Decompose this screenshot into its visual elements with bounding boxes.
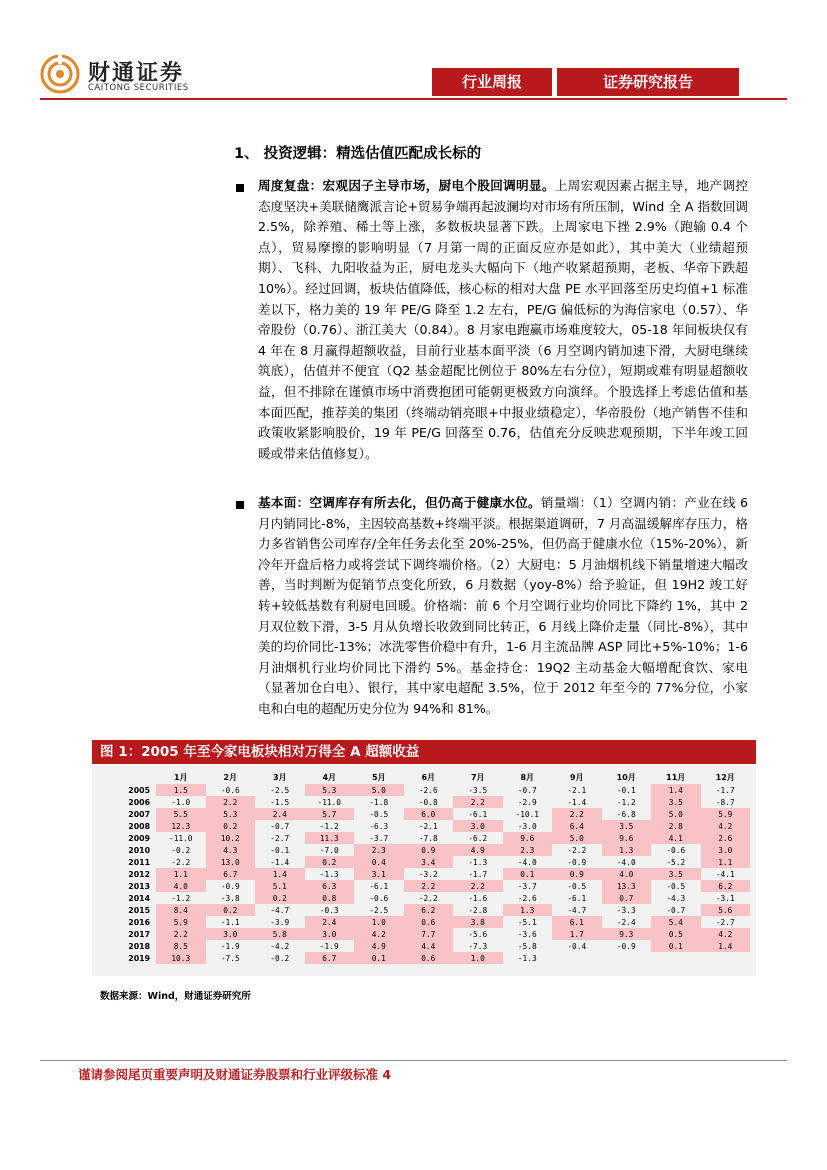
heatmap-cell: -3.0 xyxy=(517,821,537,831)
heatmap-cell: -5.8 xyxy=(517,941,537,951)
month-header: 11月 xyxy=(666,772,686,782)
heatmap-cell: -11.0 xyxy=(317,797,341,807)
heatmap-cell: -0.4 xyxy=(567,941,587,951)
heatmap-row xyxy=(100,880,750,892)
heatmap-cell: 5.9 xyxy=(156,916,206,928)
heatmap-cell: -1.3 xyxy=(319,869,339,879)
figure-title: 图 1：2005 年至今家电板块相对万得全 A 超额收益 xyxy=(92,740,756,764)
heatmap-cell: -2.1 xyxy=(567,785,587,795)
heatmap-cell: -0.9 xyxy=(567,857,587,867)
heatmap-cell: 2.2 xyxy=(453,796,503,808)
heatmap-cell: 1.1 xyxy=(156,868,206,880)
heatmap-cell: 5.5 xyxy=(156,808,206,820)
heatmap-cell: 0.6 xyxy=(404,952,454,964)
heatmap-cell: 3.0 xyxy=(206,928,256,940)
heatmap-cell: 1.0 xyxy=(354,916,404,928)
heatmap-cell: 0.1 xyxy=(354,952,404,964)
heatmap-cell: 8.4 xyxy=(156,904,206,916)
heatmap-cell: -11.0 xyxy=(169,833,193,843)
month-header: 12月 xyxy=(715,772,735,782)
heatmap-row xyxy=(100,940,750,952)
heatmap-cell: -0.6 xyxy=(220,785,240,795)
heatmap-cell: -0.9 xyxy=(220,881,240,891)
heatmap-cell: 3.8 xyxy=(453,916,503,928)
heatmap-cell: -0.7 xyxy=(666,905,686,915)
heatmap-cell: 3.0 xyxy=(305,928,355,940)
month-header: 4月 xyxy=(322,772,337,782)
heatmap-cell: -1.1 xyxy=(220,917,240,927)
heatmap-cell: 3.0 xyxy=(701,844,751,856)
heatmap-cell: -1.4 xyxy=(270,857,290,867)
heatmap-cell: -0.7 xyxy=(270,821,290,831)
heatmap-cell: -6.1 xyxy=(468,809,488,819)
month-header: 6月 xyxy=(421,772,436,782)
heatmap-cell: -7.3 xyxy=(468,941,488,951)
month-header: 1月 xyxy=(173,772,188,782)
heatmap-cell: -2.2 xyxy=(567,845,587,855)
heatmap-cell: 0.2 xyxy=(255,892,305,904)
heatmap-cell: -4.0 xyxy=(517,857,537,867)
footer-divider xyxy=(40,1060,787,1061)
heatmap-cell: -7.5 xyxy=(220,953,240,963)
heatmap-cell: 4.9 xyxy=(354,940,404,952)
logo-english-name: CAITONG SECURITIES xyxy=(88,83,189,93)
heatmap-cell: 4.9 xyxy=(453,844,503,856)
heatmap-cell: -2.7 xyxy=(715,917,735,927)
heatmap-cell: -2.8 xyxy=(468,905,488,915)
heatmap-cell: -4.7 xyxy=(567,905,587,915)
header-divider xyxy=(40,98,787,100)
heatmap-cell: 6.1 xyxy=(552,916,602,928)
heatmap-cell: -1.7 xyxy=(468,869,488,879)
year-label: 2007 xyxy=(128,809,150,819)
heatmap-cell: 4.3 xyxy=(206,844,256,856)
heatmap-cell: 2.6 xyxy=(701,832,751,844)
heatmap-cell: -2.7 xyxy=(270,833,290,843)
heatmap-cell: 2.4 xyxy=(255,808,305,820)
heatmap-cell: -6.3 xyxy=(369,821,389,831)
heatmap-cell: 5.0 xyxy=(552,832,602,844)
heatmap-cell: 0.2 xyxy=(206,904,256,916)
heatmap-cell: 4.2 xyxy=(701,820,751,832)
month-header: 3月 xyxy=(272,772,287,782)
bullet-square-icon xyxy=(236,501,244,509)
heatmap-cell: 3.5 xyxy=(651,796,701,808)
year-label: 2015 xyxy=(128,905,150,915)
heatmap-cell: 4.2 xyxy=(354,928,404,940)
heatmap-row xyxy=(100,952,750,964)
heatmap-row xyxy=(100,916,750,928)
heatmap-cell: -0.2 xyxy=(270,953,290,963)
heatmap-cell: 4.0 xyxy=(602,868,652,880)
month-header: 5月 xyxy=(371,772,386,782)
year-label: 2010 xyxy=(128,845,150,855)
heatmap-cell: -2.4 xyxy=(616,917,636,927)
heatmap-cell: -1.2 xyxy=(616,797,636,807)
heatmap-cell: -1.3 xyxy=(468,857,488,867)
heatmap-cell: 9.6 xyxy=(503,832,553,844)
heatmap-cell: 1.1 xyxy=(701,856,751,868)
heatmap-cell: -1.4 xyxy=(567,797,587,807)
heatmap-cell: -3.5 xyxy=(468,785,488,795)
heatmap-cell: 3.1 xyxy=(354,868,404,880)
year-label: 2008 xyxy=(128,821,150,831)
heatmap-cell: -7.8 xyxy=(418,833,438,843)
year-label: 2018 xyxy=(128,941,150,951)
heatmap-cell: -1.6 xyxy=(468,893,488,903)
heatmap-cell: 5.0 xyxy=(354,784,404,796)
heatmap-cell: 1.3 xyxy=(602,844,652,856)
heatmap-cell: 8.5 xyxy=(156,940,206,952)
heatmap-cell: -0.3 xyxy=(319,905,339,915)
heatmap-cell: -6.1 xyxy=(369,881,389,891)
logo-chinese-name: 财通证券 xyxy=(88,61,185,86)
heatmap-row xyxy=(100,784,750,796)
heatmap-cell: 0.1 xyxy=(503,868,553,880)
company-logo xyxy=(40,54,260,96)
heatmap-cell: 9.6 xyxy=(602,832,652,844)
heatmap-cell: -3.2 xyxy=(418,869,438,879)
heatmap-cell: 1.3 xyxy=(503,904,553,916)
heatmap-cell: 2.4 xyxy=(305,916,355,928)
heatmap-cell: -2.2 xyxy=(418,893,438,903)
heatmap-cell xyxy=(651,952,701,964)
year-label: 2009 xyxy=(128,833,150,843)
heatmap-cell: 10.3 xyxy=(156,952,206,964)
heatmap-cell: 5.7 xyxy=(305,808,355,820)
heatmap-row xyxy=(100,868,750,880)
heatmap-cell: 6.2 xyxy=(701,880,751,892)
year-label: 2019 xyxy=(128,953,150,963)
heatmap-cell: 2.2 xyxy=(404,880,454,892)
heatmap-cell: 3.5 xyxy=(602,820,652,832)
heatmap-cell: -4.7 xyxy=(270,905,290,915)
heatmap-row xyxy=(100,796,750,808)
heatmap-row xyxy=(100,820,750,832)
heatmap-cell: 0.8 xyxy=(305,892,355,904)
heatmap-row xyxy=(100,844,750,856)
heatmap-cell: 9.3 xyxy=(602,928,652,940)
heatmap-cell: -2.9 xyxy=(517,797,537,807)
heatmap-cell: 2.8 xyxy=(651,820,701,832)
month-header: 7月 xyxy=(470,772,485,782)
report-type-tab: 行业周报 xyxy=(432,68,552,96)
heatmap-cell: 13.0 xyxy=(206,856,256,868)
heatmap-cell: -1.3 xyxy=(517,953,537,963)
month-header: 2月 xyxy=(223,772,238,782)
heatmap-cell: -1.5 xyxy=(270,797,290,807)
caitong-logo-icon xyxy=(40,54,80,94)
heatmap-cell: 1.4 xyxy=(701,940,751,952)
heatmap-cell: -0.1 xyxy=(616,785,636,795)
figure-source: 数据来源：Wind，财通证券研究所 xyxy=(100,991,251,1002)
heatmap-cell: -5.1 xyxy=(517,917,537,927)
year-label: 2012 xyxy=(128,869,150,879)
heatmap-cell: 5.6 xyxy=(701,904,751,916)
month-header: 8月 xyxy=(520,772,535,782)
heatmap-cell: -7.0 xyxy=(319,845,339,855)
heatmap-cell: -3.7 xyxy=(369,833,389,843)
heatmap-cell: 12.3 xyxy=(156,820,206,832)
heatmap-cell: 3.5 xyxy=(651,868,701,880)
heatmap-cell: -1.0 xyxy=(171,797,191,807)
heatmap-cell: 11.3 xyxy=(305,832,355,844)
year-label: 2006 xyxy=(128,797,150,807)
heatmap-cell: -0.5 xyxy=(666,881,686,891)
heatmap-cell: -1.8 xyxy=(369,797,389,807)
heatmap-cell: -1.9 xyxy=(319,941,339,951)
heatmap-cell: 3.4 xyxy=(404,856,454,868)
heatmap-cell: -6.8 xyxy=(616,809,636,819)
heatmap-cell: -1.2 xyxy=(319,821,339,831)
footer-disclaimer: 谨请参阅尾页重要声明及财通证券股票和行业评级标准 4 xyxy=(78,1067,392,1082)
heatmap-cell: -6.1 xyxy=(567,893,587,903)
heatmap-cell: -4.1 xyxy=(715,869,735,879)
heatmap-cell: 2.2 xyxy=(552,808,602,820)
year-label: 2011 xyxy=(128,857,150,867)
heatmap-cell: 4.1 xyxy=(651,832,701,844)
paragraph-weekly-review xyxy=(258,176,748,464)
month-header: 10月 xyxy=(616,772,636,782)
heatmap-cell: 5.1 xyxy=(255,880,305,892)
heatmap-cell: -4.3 xyxy=(666,893,686,903)
heatmap-cell: 5.9 xyxy=(701,808,751,820)
heatmap-cell: 13.3 xyxy=(602,880,652,892)
heatmap-cell: -1.9 xyxy=(220,941,240,951)
heatmap-cell: -2.1 xyxy=(418,821,438,831)
heatmap-cell: 0.9 xyxy=(404,844,454,856)
heatmap-cell: 6.3 xyxy=(305,880,355,892)
heatmap-cell xyxy=(602,952,652,964)
heatmap-row xyxy=(100,832,750,844)
heatmap-cell: -1.2 xyxy=(171,893,191,903)
heatmap-cell: 7.7 xyxy=(404,928,454,940)
heatmap-cell: -10.1 xyxy=(515,809,539,819)
heatmap-cell: 1.7 xyxy=(552,928,602,940)
year-label: 2014 xyxy=(128,893,150,903)
year-label: 2017 xyxy=(128,929,150,939)
heatmap-header-row xyxy=(100,770,750,784)
heatmap-cell: 2.3 xyxy=(354,844,404,856)
heatmap-cell: -3.6 xyxy=(517,929,537,939)
heatmap-corner xyxy=(100,770,156,784)
year-label: 2005 xyxy=(128,785,150,795)
heatmap-cell: -0.5 xyxy=(369,809,389,819)
heatmap-cell: 0.4 xyxy=(354,856,404,868)
heatmap-cell: 4.4 xyxy=(404,940,454,952)
heatmap-cell xyxy=(552,952,602,964)
heatmap-cell: 1.4 xyxy=(255,868,305,880)
heatmap-cell: -4.2 xyxy=(270,941,290,951)
heatmap-cell: -2.6 xyxy=(517,893,537,903)
heatmap-cell: 6.0 xyxy=(404,808,454,820)
heatmap-cell: 6.4 xyxy=(552,820,602,832)
heatmap-cell: 0.9 xyxy=(552,868,602,880)
paragraph-fundamentals xyxy=(258,493,748,720)
heatmap-cell: 2.2 xyxy=(206,796,256,808)
heatmap-cell: -0.6 xyxy=(666,845,686,855)
excess-return-heatmap xyxy=(100,770,750,964)
heatmap-cell: -0.2 xyxy=(171,845,191,855)
heatmap-cell: -5.2 xyxy=(666,857,686,867)
section-title: 1、 投资逻辑：精选估值匹配成长标的 xyxy=(234,146,482,162)
heatmap-cell: 0.7 xyxy=(602,892,652,904)
heatmap-cell: 4.2 xyxy=(701,928,751,940)
heatmap-cell: -0.7 xyxy=(517,785,537,795)
heatmap-cell: 0.5 xyxy=(651,928,701,940)
heatmap-cell: 5.4 xyxy=(651,916,701,928)
year-label: 2016 xyxy=(128,917,150,927)
heatmap-cell: 1.4 xyxy=(651,784,701,796)
heatmap-cell: 1.0 xyxy=(453,952,503,964)
paragraph-lead: 基本面：空调库存有所去化，但仍高于健康水位。 xyxy=(258,495,541,510)
heatmap-cell xyxy=(701,952,751,964)
heatmap-table-container xyxy=(92,766,756,976)
heatmap-cell: -0.6 xyxy=(369,893,389,903)
paragraph-body: 上周宏观因素占据主导，地产调控态度坚决+美联储鹰派言论+贸易争端再起波澜均对市场有所压制，Wind 全 A 指数回调 2.5%，除养殖、稀土等上涨，多数板块显著下跌。上周家电下挫 2.9%（跑输 0.4 个点），贸易摩擦的影响明显（7 月第一周的正面反应亦是如此），其中美大（业绩超预期）、飞科、九阳收益为正，厨电龙头大幅向下（地产收紧超预期，老板、华帝下跌超10%）。经过回调，板块估值降低，核心标的相对大盘 PE 水平回落至历史均值+1 标准差以下，格力美的 19 年 PE/G 降至 1.2 左右，PE/G 偏低标的为海信家电（0.57）、华帝股份（0.76）、浙江美大（0.84）。8 月家电跑赢市场难度较大，05-18 年间板块仅有 4 年在 8 月赢得超额收益，目前行业基本面平淡（6 月空调内销加速下滑，大厨电继续筑底），估值并不便宜（Q2 基金超配比例位于 80%左右分位），短期或难有明显超额收益，但不排除在谨慎市场中消费抱团可能朝更极致方向演绎。个股选择上考虑估值和基本面匹配，推荐美的集团（终端动销亮眼+中报业绩稳定），华帝股份（地产销售不佳和政策收紧影响股价，19 年 PE/G 回落至 0.76，估值充分反映悲观预期，下半年竣工回暖或带来估值修复）。 xyxy=(258,178,749,461)
year-label: 2013 xyxy=(128,881,150,891)
month-header: 9月 xyxy=(569,772,584,782)
heatmap-cell: 6.7 xyxy=(305,952,355,964)
heatmap-cell: 2.2 xyxy=(453,880,503,892)
heatmap-cell: 5.3 xyxy=(305,784,355,796)
heatmap-cell: 2.2 xyxy=(156,928,206,940)
heatmap-cell: 5.3 xyxy=(206,808,256,820)
bullet-square-icon xyxy=(236,184,244,192)
heatmap-cell: -4.0 xyxy=(616,857,636,867)
heatmap-row xyxy=(100,808,750,820)
heatmap-cell: -3.3 xyxy=(616,905,636,915)
heatmap-cell: -3.7 xyxy=(517,881,537,891)
heatmap-cell: -5.6 xyxy=(468,929,488,939)
heatmap-cell: -0.1 xyxy=(270,845,290,855)
heatmap-cell: 5.0 xyxy=(651,808,701,820)
heatmap-cell: 5.8 xyxy=(255,928,305,940)
heatmap-cell: -2.2 xyxy=(171,857,191,867)
heatmap-row xyxy=(100,928,750,940)
heatmap-cell: -3.1 xyxy=(715,893,735,903)
paragraph-lead: 周度复盘：宏观因子主导市场，厨电个股回调明显。 xyxy=(258,178,555,193)
heatmap-cell: -0.9 xyxy=(616,941,636,951)
heatmap-cell: -8.7 xyxy=(715,797,735,807)
heatmap-cell: 0.2 xyxy=(206,820,256,832)
heatmap-cell: -3.9 xyxy=(270,917,290,927)
heatmap-cell: 1.5 xyxy=(156,784,206,796)
heatmap-cell: -6.2 xyxy=(468,833,488,843)
heatmap-cell: 2.3 xyxy=(503,844,553,856)
heatmap-cell: -1.7 xyxy=(715,785,735,795)
heatmap-cell: 0.1 xyxy=(651,940,701,952)
heatmap-cell: 3.0 xyxy=(453,820,503,832)
heatmap-cell: 0.2 xyxy=(305,856,355,868)
heatmap-cell: 4.0 xyxy=(156,880,206,892)
heatmap-cell: -0.8 xyxy=(418,797,438,807)
heatmap-cell: 6.2 xyxy=(404,904,454,916)
heatmap-row xyxy=(100,904,750,916)
heatmap-cell: -0.5 xyxy=(567,881,587,891)
heatmap-row xyxy=(100,892,750,904)
paragraph-body: 销量端：（1）空调内销：产业在线 6 月内销同比-8%，主因较高基数+终端平淡。根据渠道调研，7 月高温缓解库存压力，格力多省销售公司库存/全年任务去化至 20%-25%，但仍高于健康水位（15%-20%），新冷年开盘后格力或将尝试下调终端价格。（2）大厨电：5 月油烟机线下销量增速大幅改善，当时判断为促销节点变化所致，6 月数据（yoy-8%）给予验证，但 19H2 竣工好转+较低基数有利厨电回暖。价格端：前 6 个月空调行业均价同比下降约 1%，其中 2 月双位数下滑，3-5 月从负增长收敛到同比转正，6 月线上降价走量（同比-8%），其中美的均价同比-13%；冰洗零售价稳中有升，1-6 月主流品牌 ASP 同比+5%-10%；1-6 月油烟机行业均价同比下滑约 5%。基金持仓：19Q2 主动基金大幅增配食饮、家电（显著加仓白电）、银行，其中家电超配 3.5%，位于 2012 年至今的 77%分位，小家电和白电的超配历史分位为 94%和 81%。 xyxy=(258,495,748,716)
heatmap-cell: 0.6 xyxy=(404,916,454,928)
heatmap-cell: -2.5 xyxy=(369,905,389,915)
heatmap-row xyxy=(100,856,750,868)
heatmap-cell: -2.6 xyxy=(418,785,438,795)
heatmap-cell: 10.2 xyxy=(206,832,256,844)
heatmap-cell: -3.8 xyxy=(220,893,240,903)
report-category-tab: 证券研究报告 xyxy=(557,68,739,96)
heatmap-cell: -2.5 xyxy=(270,785,290,795)
heatmap-cell: 6.7 xyxy=(206,868,256,880)
